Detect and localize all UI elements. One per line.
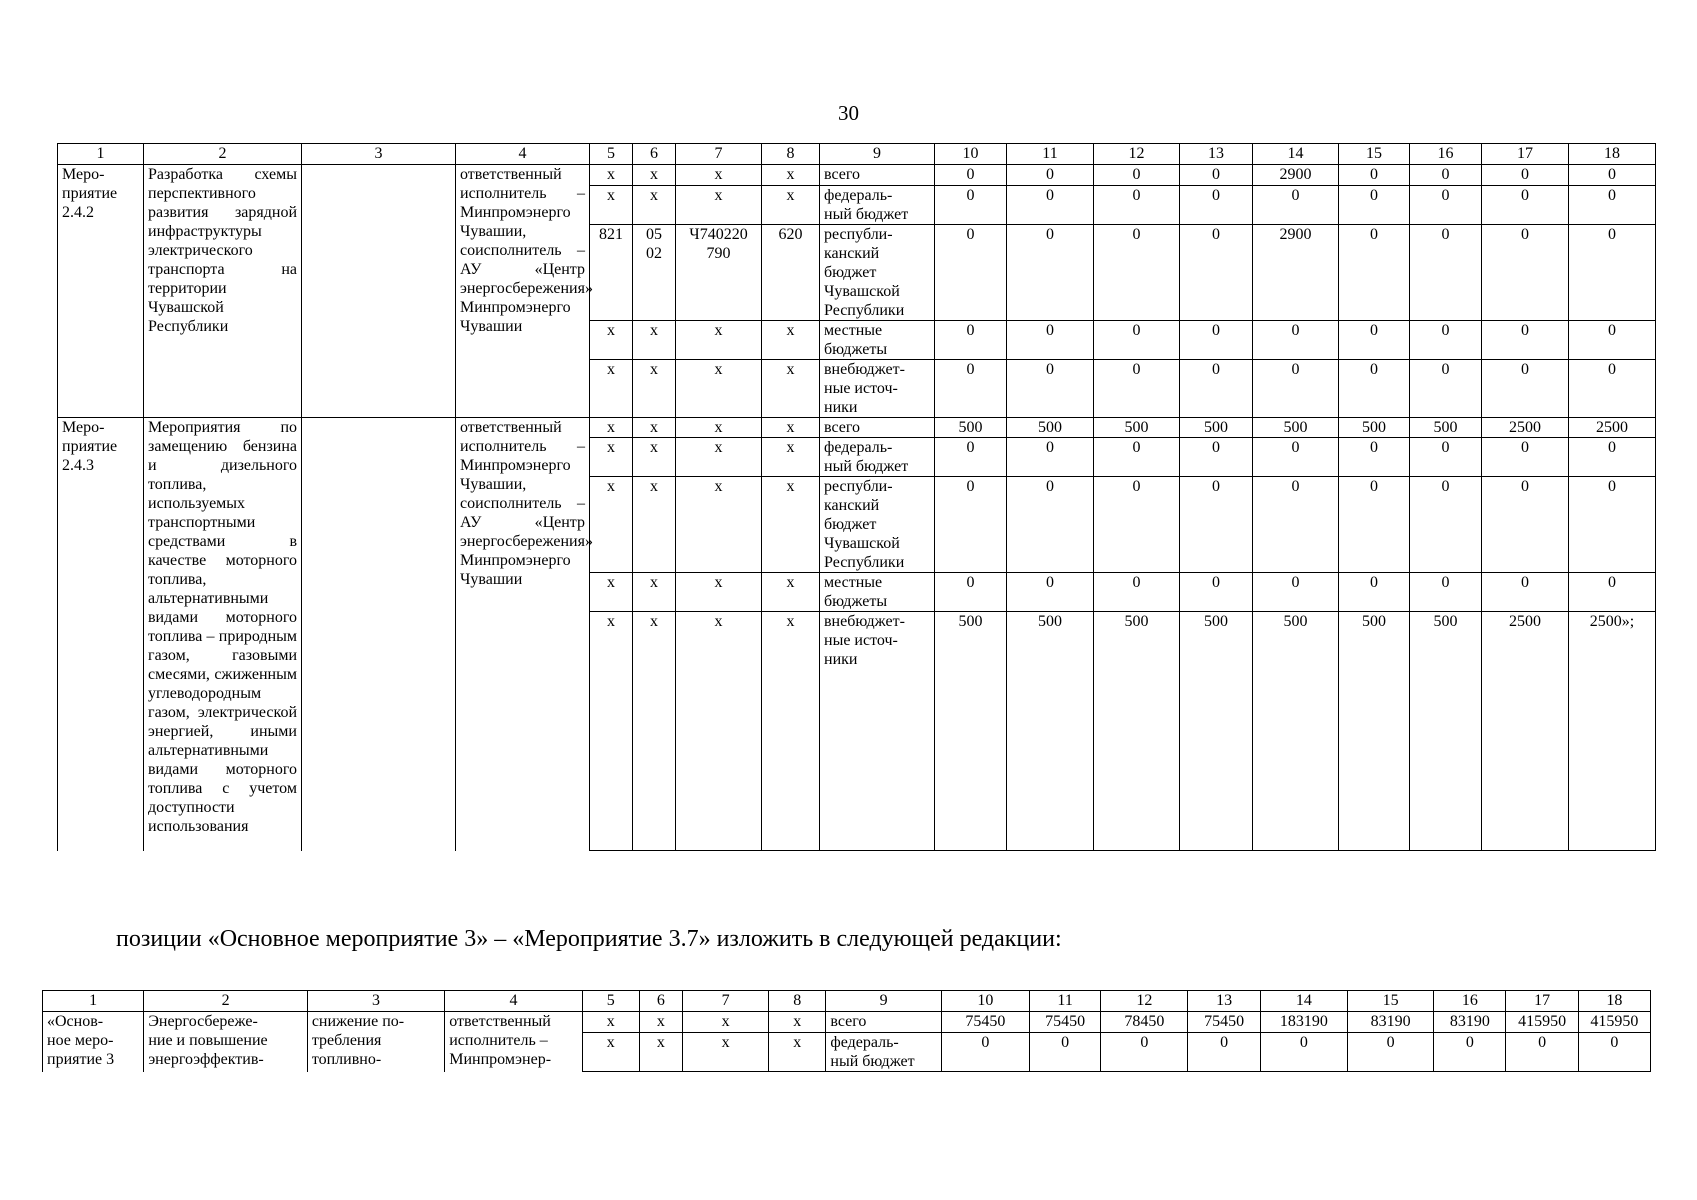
funding-source: местные бюджеты [820,573,935,612]
year-amount: 2900 [1253,225,1339,321]
grbs-code: x [590,612,633,851]
year-amount: 500 [1007,612,1094,851]
year-amount: 0 [935,477,1007,573]
year-amount: 183190 [1260,1012,1347,1033]
grbs-code: x [582,1012,639,1033]
activity-goal: снижение по- требления топливно- [307,1012,444,1072]
year-amount: 0 [935,186,1007,225]
year-amount: 500 [1007,418,1094,438]
column-number-cell: 9 [826,991,941,1012]
year-amount: 500 [1339,418,1410,438]
section-code: x [633,612,676,851]
funding-row [58,165,1656,186]
funding-source: внебюджет- ные источ- ники [820,612,935,851]
year-amount: 500 [1253,612,1339,851]
year-amount: 0 [1253,360,1339,418]
funding-source: всего [820,418,935,438]
section-code: x [639,1012,682,1033]
year-amount: 0 [1030,1033,1101,1072]
grbs-code: x [590,573,633,612]
year-amount: 0 [1007,186,1094,225]
column-number-cell: 8 [769,991,826,1012]
column-number-cell: 18 [1578,991,1650,1012]
year-amount: 0 [1482,573,1569,612]
amendment-instruction: позиции «Основное мероприятие 3» – «Мероприятие 3.7» изложить в следующей редакции: [116,926,1062,952]
year-amount: 0 [1482,165,1569,186]
column-number-cell: 15 [1347,991,1433,1012]
year-amount: 0 [1578,1033,1650,1072]
column-number-cell: 4 [456,144,590,165]
section-code: x [633,186,676,225]
year-amount: 500 [1094,418,1180,438]
section-code: x [633,477,676,573]
year-amount: 500 [935,418,1007,438]
year-amount: 0 [1180,165,1253,186]
year-amount: 0 [1180,225,1253,321]
year-amount: 2500 [1482,418,1569,438]
column-number-cell: 6 [633,144,676,165]
column-number-cell: 11 [1030,991,1101,1012]
year-amount: 0 [1410,360,1482,418]
year-amount: 0 [1180,360,1253,418]
year-amount: 0 [1482,225,1569,321]
section-code: x [633,418,676,438]
year-amount: 0 [1569,477,1656,573]
year-amount: 0 [1007,165,1094,186]
year-amount: 0 [1180,573,1253,612]
year-amount: 0 [1094,186,1180,225]
activity-description: Разработка схемы перспективного развития зарядной инфраструктуры электрического транспорта на территории Чувашской Республики [144,165,302,418]
year-amount: 0 [1253,438,1339,477]
column-number-cell: 14 [1260,991,1347,1012]
year-amount: 0 [1569,321,1656,360]
year-amount: 0 [1094,477,1180,573]
year-amount: 500 [1410,418,1482,438]
target-article-code: x [676,165,762,186]
year-amount: 500 [1339,612,1410,851]
year-amount: 0 [1094,573,1180,612]
column-number-cell: 5 [582,991,639,1012]
grbs-code: x [590,321,633,360]
column-number-cell: 11 [1007,144,1094,165]
year-amount: 0 [1482,186,1569,225]
column-number-cell: 14 [1253,144,1339,165]
column-number-cell: 18 [1569,144,1656,165]
activity-number: Меро- приятие 2.4.2 [58,165,144,418]
column-number-cell: 13 [1180,144,1253,165]
year-amount: 0 [1569,225,1656,321]
year-amount: 75450 [1188,1012,1260,1033]
year-amount: 0 [1339,321,1410,360]
year-amount: 0 [1260,1033,1347,1072]
column-number-cell: 9 [820,144,935,165]
year-amount: 0 [1410,165,1482,186]
activity-number: «Основ- ное меро- приятие 3 [43,1012,144,1072]
funding-source: всего [826,1012,941,1033]
year-amount: 0 [935,321,1007,360]
funding-table-continued [57,143,1656,851]
year-amount: 0 [1410,438,1482,477]
section-code: x [633,438,676,477]
year-amount: 0 [1482,477,1569,573]
funding-row [58,418,1656,438]
year-amount: 2500 [1569,418,1656,438]
year-amount: 500 [1094,612,1180,851]
year-amount: 0 [1482,438,1569,477]
year-amount: 2500»; [1569,612,1656,851]
column-number-cell: 2 [144,991,308,1012]
year-amount: 0 [1410,225,1482,321]
activity-description: Мероприятия по замещению бензина и дизельного топлива, используемых транспортными средствами в качестве моторного топлива, альтернативными видами моторного топлива – природным газом, газовыми смесями, сжиженным углеводородным газом, электрической энергией, иными альтернативными видами моторного топлива с учетом доступности использования [144,418,302,851]
column-number-cell: 3 [307,991,444,1012]
column-number-cell: 17 [1506,991,1578,1012]
year-amount: 0 [1094,438,1180,477]
year-amount: 0 [1094,225,1180,321]
grbs-code: 821 [590,225,633,321]
grbs-code: x [590,186,633,225]
year-amount: 0 [1180,186,1253,225]
grbs-code: x [590,165,633,186]
year-amount: 0 [1482,321,1569,360]
year-amount: 0 [1569,573,1656,612]
funding-table-new-edition [42,990,1651,1072]
grbs-code: x [590,477,633,573]
year-amount: 83190 [1347,1012,1433,1033]
column-number-cell: 4 [445,991,582,1012]
column-number-cell: 3 [302,144,456,165]
year-amount: 0 [1347,1033,1433,1072]
year-amount: 0 [935,438,1007,477]
year-amount: 0 [1253,477,1339,573]
section-code: x [633,321,676,360]
column-number-cell: 16 [1434,991,1506,1012]
year-amount: 0 [1101,1033,1188,1072]
column-number-cell: 1 [43,991,144,1012]
expense-type-code: x [762,321,820,360]
funding-row [43,1012,1651,1033]
year-amount: 0 [1410,321,1482,360]
funding-source: местные бюджеты [820,321,935,360]
year-amount: 0 [1339,360,1410,418]
page-number: 30 [838,101,859,125]
column-number-row [43,991,1651,1012]
year-amount: 0 [1007,360,1094,418]
year-amount: 0 [1007,321,1094,360]
activity-goal [302,165,456,418]
funding-source: республи- канский бюджет Чувашской Республики [820,477,935,573]
expense-type-code: x [762,360,820,418]
year-amount: 0 [1339,477,1410,573]
column-number-cell: 5 [590,144,633,165]
funding-source: внебюджет- ные источ- ники [820,360,935,418]
year-amount: 0 [1569,360,1656,418]
column-number-cell: 12 [1101,991,1188,1012]
year-amount: 0 [1569,438,1656,477]
column-number-cell: 7 [682,991,768,1012]
activity-executors: ответственный исполнитель – Минпромэнерго Чувашии, соисполнитель – АУ «Центр энергосбережения» Минпромэнерго Чувашии [456,418,590,851]
column-number-cell: 17 [1482,144,1569,165]
expense-type-code: x [762,165,820,186]
target-article-code: Ч740220 790 [676,225,762,321]
target-article-code: x [676,477,762,573]
year-amount: 0 [1506,1033,1578,1072]
year-amount: 2500 [1482,612,1569,851]
column-number-cell: 13 [1188,991,1260,1012]
year-amount: 0 [1253,573,1339,612]
section-code: 05 02 [633,225,676,321]
year-amount: 0 [1339,186,1410,225]
expense-type-code: x [769,1012,826,1033]
year-amount: 0 [1339,165,1410,186]
year-amount: 2900 [1253,165,1339,186]
year-amount: 0 [1180,321,1253,360]
target-article-code: x [676,573,762,612]
section-code: x [633,165,676,186]
year-amount: 0 [941,1033,1029,1072]
year-amount: 500 [1410,612,1482,851]
year-amount: 0 [935,225,1007,321]
grbs-code: x [590,360,633,418]
year-amount: 0 [1569,186,1656,225]
expense-type-code: 620 [762,225,820,321]
target-article-code: x [676,612,762,851]
activity-executors: ответственный исполнитель – Минпромэнерго Чувашии, соисполнитель – АУ «Центр энергосбережения» Минпромэнерго Чувашии [456,165,590,418]
year-amount: 500 [1180,612,1253,851]
column-number-cell: 2 [144,144,302,165]
year-amount: 500 [1180,418,1253,438]
year-amount: 0 [1007,225,1094,321]
activity-goal [302,418,456,851]
funding-source: республи- канский бюджет Чувашской Республики [820,225,935,321]
expense-type-code: x [762,612,820,851]
year-amount: 0 [1253,186,1339,225]
section-code: x [633,573,676,612]
year-amount: 0 [935,165,1007,186]
target-article-code: x [682,1012,768,1033]
column-number-cell: 12 [1094,144,1180,165]
section-code: x [633,360,676,418]
year-amount: 0 [1434,1033,1506,1072]
expense-type-code: x [762,438,820,477]
expense-type-code: x [769,1033,826,1072]
funding-source: федераль- ный бюджет [826,1033,941,1072]
expense-type-code: x [762,573,820,612]
year-amount: 0 [935,360,1007,418]
year-amount: 0 [1339,225,1410,321]
year-amount: 0 [1253,321,1339,360]
target-article-code: x [676,321,762,360]
grbs-code: x [582,1033,639,1072]
year-amount: 75450 [941,1012,1029,1033]
activity-number: Меро- приятие 2.4.3 [58,418,144,851]
column-number-cell: 16 [1410,144,1482,165]
target-article-code: x [676,438,762,477]
year-amount: 0 [1007,573,1094,612]
grbs-code: x [590,438,633,477]
year-amount: 0 [1410,186,1482,225]
year-amount: 83190 [1434,1012,1506,1033]
year-amount: 0 [1410,477,1482,573]
target-article-code: x [676,360,762,418]
column-number-row [58,144,1656,165]
year-amount: 0 [1569,165,1656,186]
year-amount: 0 [1339,438,1410,477]
year-amount: 0 [1339,573,1410,612]
year-amount: 0 [1180,477,1253,573]
year-amount: 0 [1094,360,1180,418]
year-amount: 500 [935,612,1007,851]
column-number-cell: 10 [941,991,1029,1012]
column-number-cell: 1 [58,144,144,165]
year-amount: 0 [1094,165,1180,186]
expense-type-code: x [762,186,820,225]
year-amount: 0 [1482,360,1569,418]
target-article-code: x [682,1033,768,1072]
expense-type-code: x [762,418,820,438]
grbs-code: x [590,418,633,438]
funding-source: всего [820,165,935,186]
year-amount: 0 [1180,438,1253,477]
column-number-cell: 15 [1339,144,1410,165]
section-code: x [639,1033,682,1072]
target-article-code: x [676,186,762,225]
year-amount: 500 [1253,418,1339,438]
year-amount: 0 [1007,438,1094,477]
year-amount: 0 [1007,477,1094,573]
year-amount: 78450 [1101,1012,1188,1033]
column-number-cell: 10 [935,144,1007,165]
activity-executors: ответственный исполнитель – Минпромэнер- [445,1012,582,1072]
year-amount: 415950 [1578,1012,1650,1033]
year-amount: 0 [1410,573,1482,612]
year-amount: 75450 [1030,1012,1101,1033]
column-number-cell: 6 [639,991,682,1012]
target-article-code: x [676,418,762,438]
activity-description: Энергосбереже- ние и повышение энергоэффектив- [144,1012,308,1072]
year-amount: 0 [935,573,1007,612]
column-number-cell: 8 [762,144,820,165]
column-number-cell: 7 [676,144,762,165]
expense-type-code: x [762,477,820,573]
year-amount: 415950 [1506,1012,1578,1033]
year-amount: 0 [1094,321,1180,360]
year-amount: 0 [1188,1033,1260,1072]
funding-source: федераль- ный бюджет [820,438,935,477]
funding-source: федераль- ный бюджет [820,186,935,225]
